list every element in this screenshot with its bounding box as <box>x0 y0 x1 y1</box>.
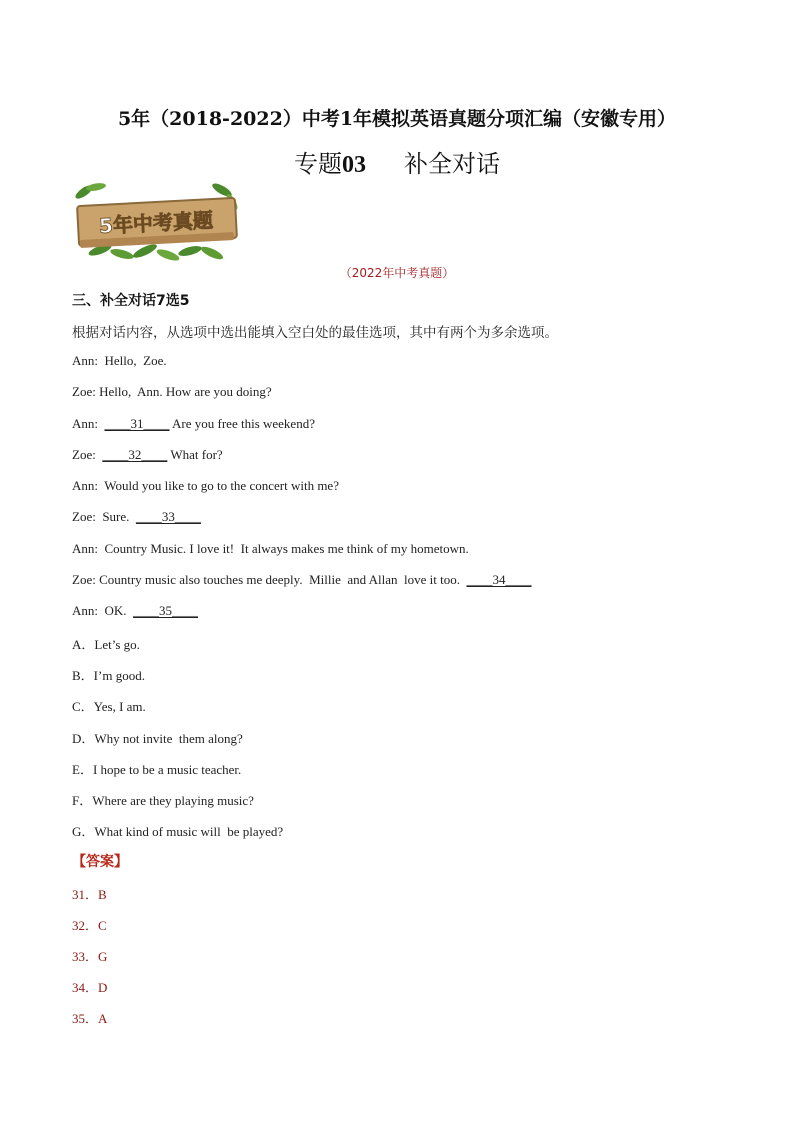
blank-31: ____31____ <box>104 416 170 431</box>
option-e: E．I hope to be a music teacher. <box>72 762 242 777</box>
dialogue-line: Zoe: ____32____ What for? <box>72 447 223 462</box>
subtitle-topic: 补全对话 <box>404 150 500 178</box>
dialogue-line: Zoe: Country music also touches me deeply. Millie and Allan love it too. ____34____ <box>72 572 532 587</box>
wooden-sign-banner <box>70 180 242 262</box>
option-c: C．Yes, I am. <box>72 699 146 714</box>
option-d: D．Why not invite them along? <box>72 731 243 746</box>
blank-33: ____33____ <box>135 509 201 524</box>
dialogue-line: Ann: Would you like to go to the concert with me? <box>72 478 339 493</box>
dialogue-line: Ann: OK. ____35____ <box>72 603 199 618</box>
answer-35: 35．A <box>72 1011 108 1026</box>
dialogue-line: Ann: ____31____ Are you free this weekend? <box>72 416 315 431</box>
answer-32: 32．C <box>72 918 107 933</box>
dialogue-line: Ann: Hello, Zoe. <box>72 353 167 368</box>
subtitle-prefix: 专题 <box>294 150 342 178</box>
blank-32: ____32____ <box>102 447 168 462</box>
dialogue-line: Ann: Country Music. I love it! It always makes me think of my hometown. <box>72 541 469 556</box>
document-title: 5年（2018-2022）中考1年模拟英语真题分项汇编（安徽专用） <box>117 108 677 130</box>
answer-33: 33．G <box>72 949 108 964</box>
section-heading: 三、补全对话7选5 <box>72 293 190 309</box>
answer-heading: 【答案】 <box>72 854 128 870</box>
section-instruction: 根据对话内容，从选项中选出能填入空白处的最佳选项，其中有两个为多余选项。 <box>72 325 558 341</box>
option-b: B．I’m good. <box>72 668 145 683</box>
option-a: A．Let’s go. <box>72 637 140 652</box>
answer-34: 34．D <box>72 980 108 995</box>
dialogue-line: Zoe: Hello, Ann. How are you doing? <box>72 384 272 399</box>
banner-text: 5年中考真题 <box>98 208 214 238</box>
blank-35: ____35____ <box>133 603 199 618</box>
blank-34: ____34____ <box>466 572 532 587</box>
subtitle-number: 03 <box>342 152 366 178</box>
option-f: F．Where are they playing music? <box>72 793 254 808</box>
dialogue-line: Zoe: Sure. ____33____ <box>72 509 201 524</box>
answer-31: 31．B <box>72 887 107 902</box>
option-g: G．What kind of music will be played? <box>72 824 284 839</box>
topic-subtitle <box>0 144 794 179</box>
source-label: （2022年中考真题） <box>339 266 455 280</box>
